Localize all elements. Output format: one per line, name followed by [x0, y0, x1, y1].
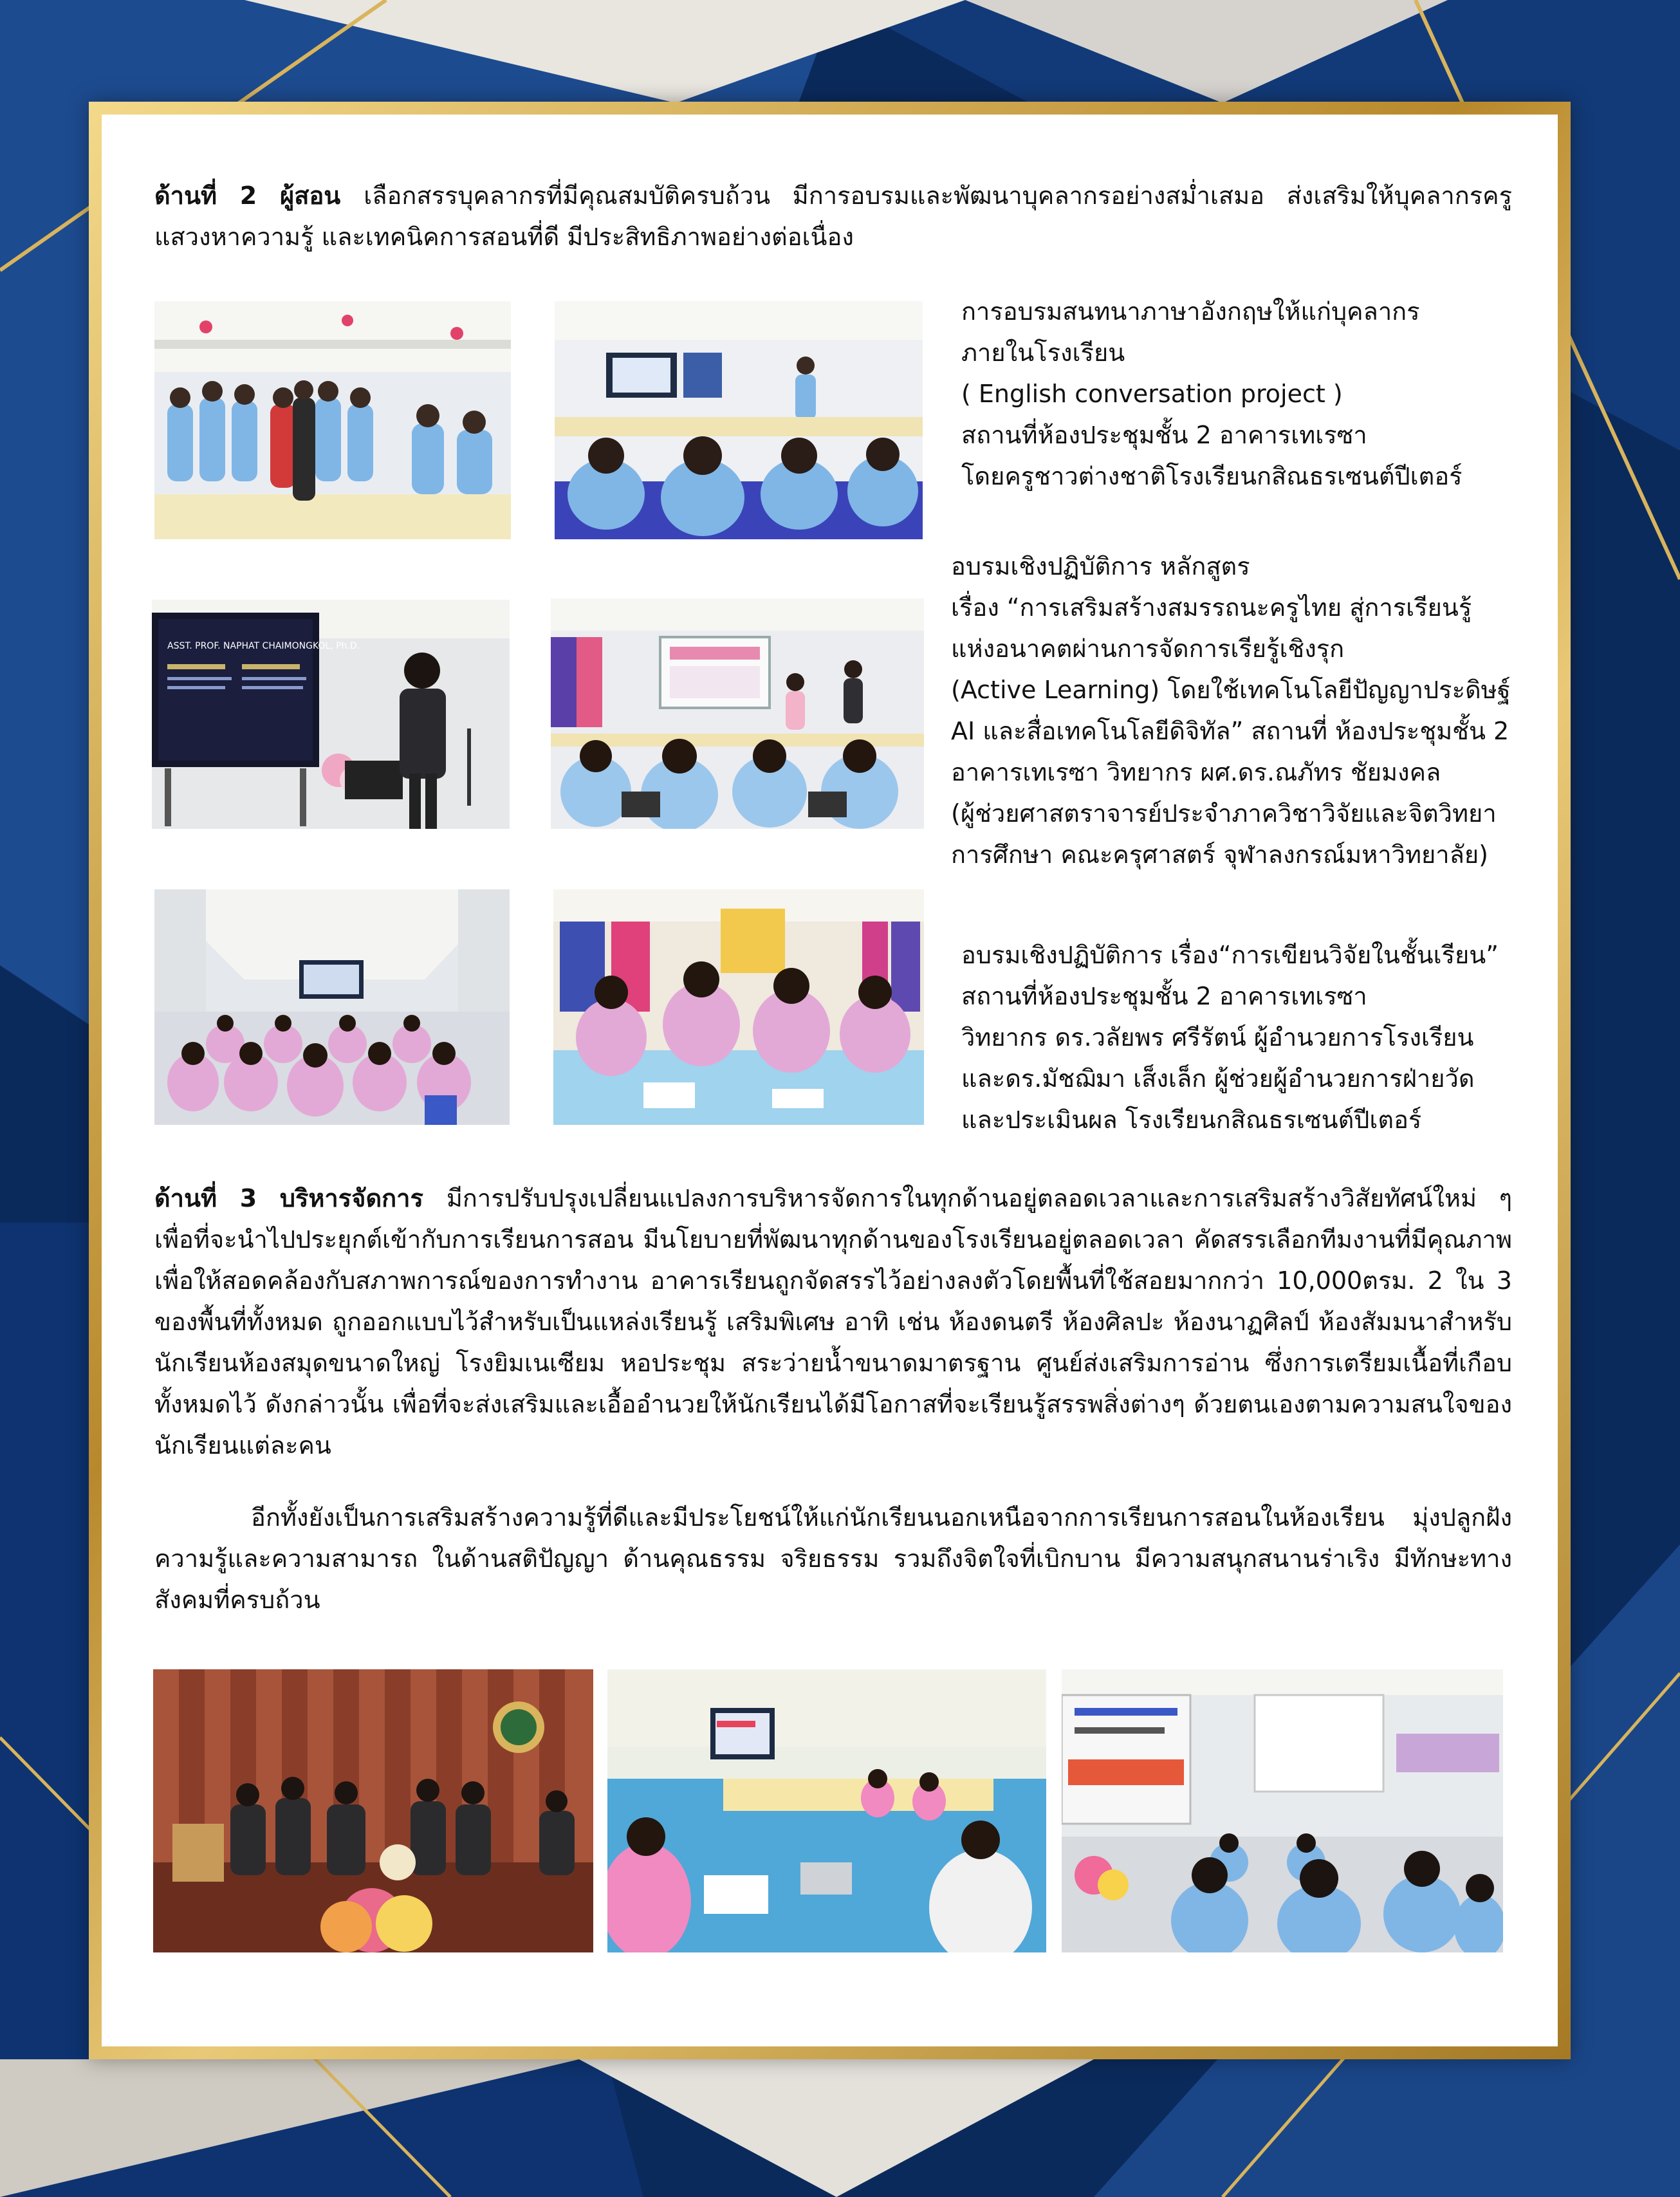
- slide-speaker-name: ASST. PROF. NAPHAT CHAIMONGKOL, Ph.D.: [167, 641, 360, 651]
- caption-line: วิทยากร ดร.วลัยพร ศรีรัตน์ ผู้อำนวยการโรงเรียน: [961, 1023, 1474, 1052]
- section3-heading: ด้านที่ 3 บริหารจัดการ: [154, 1184, 423, 1212]
- caption-active-learning: [951, 546, 1511, 875]
- caption-line: อบรมเชิงปฏิบัติการ หลักสูตร: [951, 552, 1250, 580]
- panel-on-stage-photo: [153, 1669, 593, 1952]
- section2-text: เลือกสรรบุคลากรที่มีคุณสมบัติครบถ้วน มีการอบรมและพัฒนาบุคลากรอย่างสม่ำเสมอ ส่งเสริมให้บุคลากรครูแสวงหาความรู้ และเทคนิคการสอนที่ดี มีประสิทธิภาพอย่างต่อเนื่อง: [154, 181, 1512, 251]
- caption-line: และประเมินผล โรงเรียนกสิณธรเซนต์ปีเตอร์: [961, 1106, 1422, 1134]
- section3-paragraph-2: [154, 1497, 1512, 1620]
- speaker-presentation-photo: [152, 600, 510, 829]
- caption-line: เรื่อง “การเสริมสร้างสมรรถนะครูไทย สู่การเรียนรู้: [951, 593, 1472, 622]
- teachers-discussion-photo: [553, 889, 924, 1125]
- caption-english-training: [961, 291, 1463, 497]
- section2-heading: ด้านที่ 2 ผู้สอน: [154, 181, 341, 210]
- group-photo-english-training: [154, 301, 511, 539]
- section3-text: มีการปรับปรุงเปลี่ยนแปลงการบริหารจัดการในทุกด้านอยู่ตลอดเวลาและการเสริมสร้างวิสัยทัศน์ใหม่ ๆ เพื่อที่จะนำไปประยุกต์เข้ากับการเรียนการสอน มีนโยบายที่พัฒนาทุกด้านของโรงเรียนอยู่ตลอดเวลา คัดสรรเลือกทีมงานที่มีคุณภาพเพื่อให้สอดคล้องกับสภาพการณ์ของการทำงาน อาคารเรียนถูกจัดสรรไว้อย่างลงตัวโดยพื้นที่ใช้สอยมากกว่า 10,000ตรม. 2 ใน 3 ของพื้นที่ทั้งหมด ถูกออกแบบไว้สำหรับเป็นแหล่งเรียนรู้ เสริมพิเศษ อาทิ เช่น ห้องดนตรี ห้องศิลปะ ห้องนาฏศิลป์ ห้องสัมมนาสำหรับนักเรียนห้องสมุดขนาดใหญ่ โรงยิมเนเซียม หอประชุม สระว่ายน้ำขนาดมาตรฐาน ศูนย์ส่งเสริมการอ่าน ซึ่งการเตรียมเนื้อที่เกือบทั้งหมดไว้ ดังกล่าวนั้น เพื่อที่จะส่งเสริมและเอื้ออำนวยให้นักเรียนได้มีโอกาสที่จะเรียนรู้สรรพสิ่งต่างๆ ด้วยตนเองตามความสนใจของนักเรียนแต่ละคน: [154, 1184, 1512, 1460]
- caption-line: อาคารเทเรซา วิทยากร ผศ.ดร.ณภัทร ชัยมงคล: [951, 758, 1441, 786]
- caption-line: (ผู้ช่วยศาสตราจารย์ประจำภาควิชาวิจัยและจิตวิทยา: [951, 799, 1497, 828]
- caption-line: สถานที่ห้องประชุมชั้น 2 อาคารเทเรซา: [961, 421, 1367, 449]
- caption-line: ภายในโรงเรียน: [961, 338, 1125, 367]
- caption-line: สถานที่ห้องประชุมชั้น 2 อาคารเทเรซา: [961, 982, 1367, 1010]
- caption-line: การอบรมสนทนาภาษาอังกฤษให้แก่บุคลากร: [961, 297, 1420, 326]
- section3-paragraph: [154, 1178, 1512, 1466]
- section3-text-2: อีกทั้งยังเป็นการเสริมสร้างความรู้ที่ดีและมีประโยชน์ให้แก่นักเรียนนอกเหนือจากการเรียนการสอนในห้องเรียน มุ่งปลูกฝังความรู้และความสามารถ ในด้านสติปัญญา ด้านคุณธรรม จริยธรรม รวมถึงจิตใจที่เบิกบาน มีความสนุกสนานร่าเริง มีทักษะทางสังคมที่ครบถ้วน: [154, 1503, 1512, 1614]
- caption-line: (Active Learning) โดยใช้เทคโนโลยีปัญญาประดิษฐ์: [951, 676, 1511, 704]
- caption-line: โดยครูชาวต่างชาติโรงเรียนกสิณธรเซนต์ปีเตอร์: [961, 462, 1463, 490]
- caption-line: การศึกษา คณะครุศาสตร์ จุฬาลงกรณ์มหาวิทยาลัย): [951, 840, 1488, 869]
- caption-line: ( English conversation project ): [961, 380, 1343, 408]
- caption-research-workshop: [961, 934, 1499, 1140]
- students-classroom-photo: [1062, 1669, 1503, 1952]
- section2-paragraph: [154, 175, 1512, 257]
- caption-line: AI และสื่อเทคโนโลยีดิจิทัล” สถานที่ ห้องประชุมชั้น 2: [951, 717, 1509, 745]
- research-workshop-hall-photo: [154, 889, 510, 1125]
- caption-line: แห่งอนาคตผ่านการจัดการเรียรู้เชิงรุก: [951, 635, 1345, 663]
- caption-line: อบรมเชิงปฏิบัติการ เรื่อง“การเขียนวิจัยในชั้นเรียน”: [961, 941, 1499, 969]
- active-learning-workshop-photo: [551, 598, 924, 829]
- teachers-meeting-table-photo: [607, 1669, 1046, 1952]
- caption-line: และดร.มัชฌิมา เส็งเล็ก ผู้ช่วยผู้อำนวยการฝ่ายวัด: [961, 1064, 1475, 1093]
- english-conversation-class-photo: [555, 301, 923, 539]
